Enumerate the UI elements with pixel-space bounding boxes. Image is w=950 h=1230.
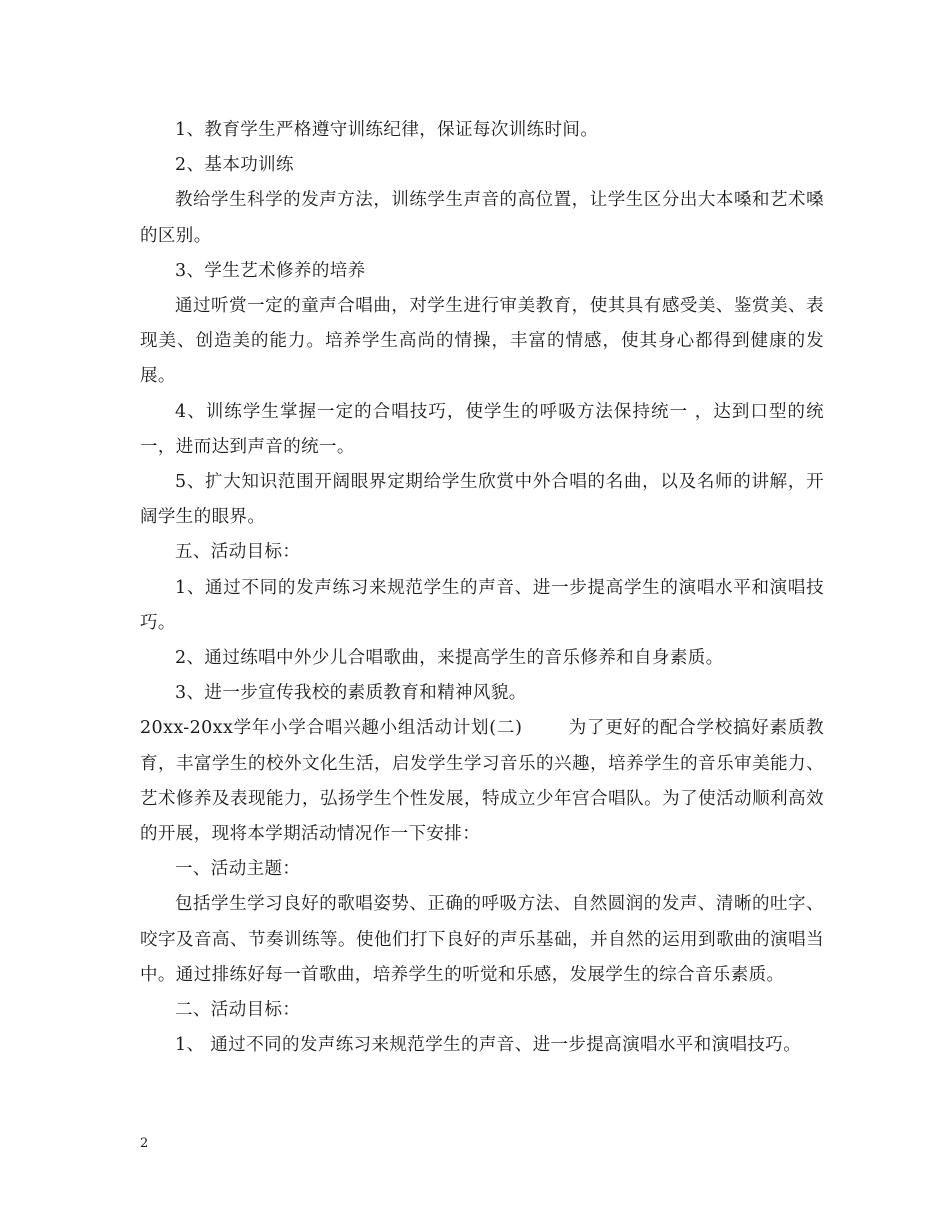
heading-activity-theme: 一、活动主题：: [175, 859, 301, 880]
paragraph-goal-item-one: 1、 通过不同的发声练习来规范学生的声音、进一步提高演唱水平和演唱技巧。: [175, 1035, 802, 1056]
plan-two-title: 20xx-20xx学年小学合唱兴趣小组活动计划(二): [140, 718, 523, 739]
paragraph-vocal-method: 教给学生科学的发声方法，训练学生声音的高位置，让学生区分出大本嗓和艺术嗓的区别。: [140, 190, 824, 246]
heading-art-cultivation: 3、学生艺术修养的培养: [175, 260, 366, 281]
paragraph-aesthetic-education: 通过听赏一定的童声合唱曲，对学生进行审美教育，使其具有感受美、鉴赏美、表现美、创造美的能力。培养学生高尚的情操，丰富的情感，使其身心都得到健康的发展。: [140, 296, 824, 387]
document-body: [140, 113, 824, 1063]
plan-two-intro: 为了更好的配合学校搞好素质教育，丰富学生的校外文化生活，启发学生学习音乐的兴趣，培养学生的音乐审美能力、艺术修养及表现能力，弘扬学生个性发展，特成立少年宫合唱队。为了使活动顺利高效的开展，现将本学期活动情况作一下安排：: [140, 718, 824, 845]
plan-two-section: [140, 711, 824, 852]
heading-basic-training: 2、基本功训练: [175, 155, 294, 176]
paragraph-discipline: 1、教育学生严格遵守训练纪律，保证每次训练时间。: [175, 120, 599, 140]
heading-activity-goals-five: 五、活动目标：: [175, 542, 301, 563]
paragraph-goal-two: 2、通过练唱中外少儿合唱歌曲，来提高学生的音乐修养和自身素质。: [175, 648, 724, 669]
paragraph-broaden-knowledge: 5、扩大知识范围开阔眼界定期给学生欣赏中外合唱的名曲，以及名师的讲解，开阔学生的眼界。: [140, 472, 824, 528]
heading-activity-goals-two: 二、活动目标：: [175, 1000, 301, 1021]
paragraph-theme-content: 包括学生学习良好的歌唱姿势、正确的呼吸方法、自然圆润的发声、清晰的吐字、咬字及音高、节奏训练等。使他们打下良好的声乐基础，并自然的运用到歌曲的演唱当中。通过排练好每一首歌曲，培养学生的听觉和乐感，发展学生的综合音乐素质。: [140, 894, 824, 985]
paragraph-goal-three: 3、进一步宣传我校的素质教育和精神风貌。: [175, 683, 527, 704]
paragraph-goal-one: 1、通过不同的发声练习来规范学生的声音、进一步提高学生的演唱水平和演唱技巧。: [140, 577, 824, 633]
page-number: 2: [140, 1136, 149, 1151]
paragraph-choir-technique: 4、训练学生掌握一定的合唱技巧，使学生的呼吸方法保持统一 ，达到口型的统一，进而达到声音的统一。: [140, 401, 824, 457]
